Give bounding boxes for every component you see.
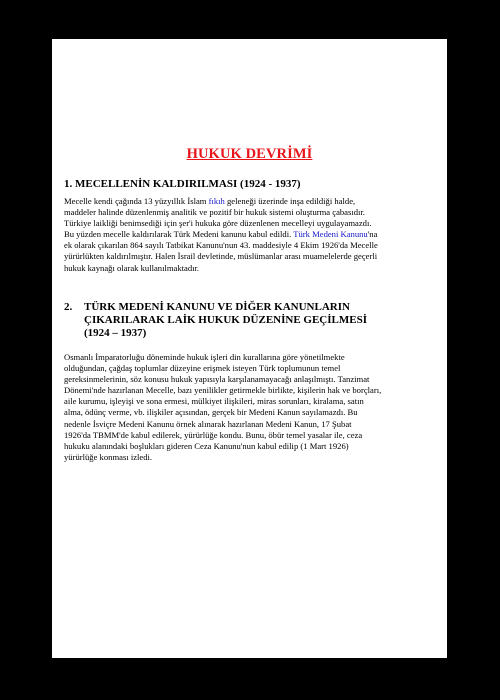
paragraph-line: hukuk kaynağı olarak kullanılmaktadır. bbox=[64, 262, 200, 273]
text-segment: geleneği üzerinde inşa edildiği halde, bbox=[224, 196, 356, 206]
paragraph-line bbox=[64, 196, 436, 207]
section-1-paragraph bbox=[64, 196, 436, 274]
paragraph-line: aile kurumu, işleyişi ve sona ermesi, mülkiyet ilişkileri, miras sorunları, kiralama, satın bbox=[64, 396, 364, 407]
text-segment: Bu yüzden mecelle kaldırılarak Türk Medeni kanunu kabul edildi. bbox=[64, 229, 294, 240]
page-title: HUKUK DEVRİMİ bbox=[186, 146, 313, 162]
heading-line: (1924 – 1937) bbox=[84, 327, 147, 340]
paragraph-line: nedenle İsviçre Medeni Kanunu örnek alınarak hazırlanan Medeni Kanun, 17 Şubat bbox=[64, 418, 352, 429]
text-segment: Mecelle kendi çağında 13 yüzyıllık İslam bbox=[64, 196, 209, 206]
paragraph-line: Osmanlı İmparatorluğu döneminde hukuk işleri din kurallarına göre yönetilmekte bbox=[64, 352, 345, 362]
fikih-link[interactable]: fıkıh bbox=[208, 196, 225, 206]
turk-medeni-kanunu-link[interactable]: Türk Medeni Kanunu bbox=[293, 229, 368, 240]
paragraph-line: yürürlüğe konması izledi. bbox=[64, 451, 153, 462]
paragraph-line: olduğundan, çağdaş toplumlar düzeyine erişmek isteyen Türk toplumunun temel bbox=[64, 363, 341, 374]
section-1-heading: 1. MECELLENİN KALDIRILMASI (1924 - 1937) bbox=[64, 178, 301, 190]
paragraph-line: Türkiye laikliği benimsediği için şer'i hukuka göre düzenlenen mecelleyi uygulayamazdı. bbox=[64, 218, 372, 229]
paragraph-line: alma, ödünç verme, vb. ilişkiler açısından, gerçek bir Medeni Kanun sayılamazdı. Bu bbox=[64, 407, 358, 418]
heading-line bbox=[64, 301, 436, 314]
paragraph-line: 1926'da TBMM'de kabul edilerek, yürürlüğe kondu. Bunu, öbür temel yasalar ile, ceza bbox=[64, 429, 363, 440]
document-page bbox=[52, 39, 447, 658]
heading-line: ÇIKARILARAK LAİK HUKUK DÜZENİNE GEÇİLMESİ bbox=[84, 314, 367, 327]
paragraph-line: gereksinmelerinin, söz konusu hukuk yapısıyla karşılanamayacağı anlaşılmıştı. Tanzimat bbox=[64, 374, 370, 385]
paragraph-line: yürürlükten kaldırılmıştır. Halen İsrail devletinde, müslümanlar arası muamelelerde geçerli bbox=[64, 251, 378, 262]
section-2-paragraph bbox=[64, 352, 436, 463]
section-number: 2. bbox=[64, 301, 73, 313]
paragraph-line: hukuku alanındaki boşlukları gideren Ceza Kanunu'nun kabul edilip (1 Mart 1926) bbox=[64, 440, 349, 451]
section-2-heading bbox=[64, 301, 436, 341]
paragraph-line bbox=[64, 229, 436, 240]
paragraph-line: maddeler halinde düzenlenmiş analitik ve pozitif bir hukuk sistemi oluşturma çabasıdır. bbox=[64, 207, 365, 218]
paragraph-line: Dönemi'nde hazırlanan Mecelle, bazı yenilikler getirmekle birlikte, kişilerin hak ve borçları, bbox=[64, 385, 382, 396]
text-segment: 'na bbox=[367, 229, 378, 240]
paragraph-line: ek olarak çıkarılan 864 sayılı Tatbikat Kanunu'nun 43. maddesiyle 4 Ekim 1926'da Mecelle bbox=[64, 240, 378, 251]
heading-text: TÜRK MEDENİ KANUNU VE DİĞER KANUNLARIN bbox=[84, 301, 350, 313]
